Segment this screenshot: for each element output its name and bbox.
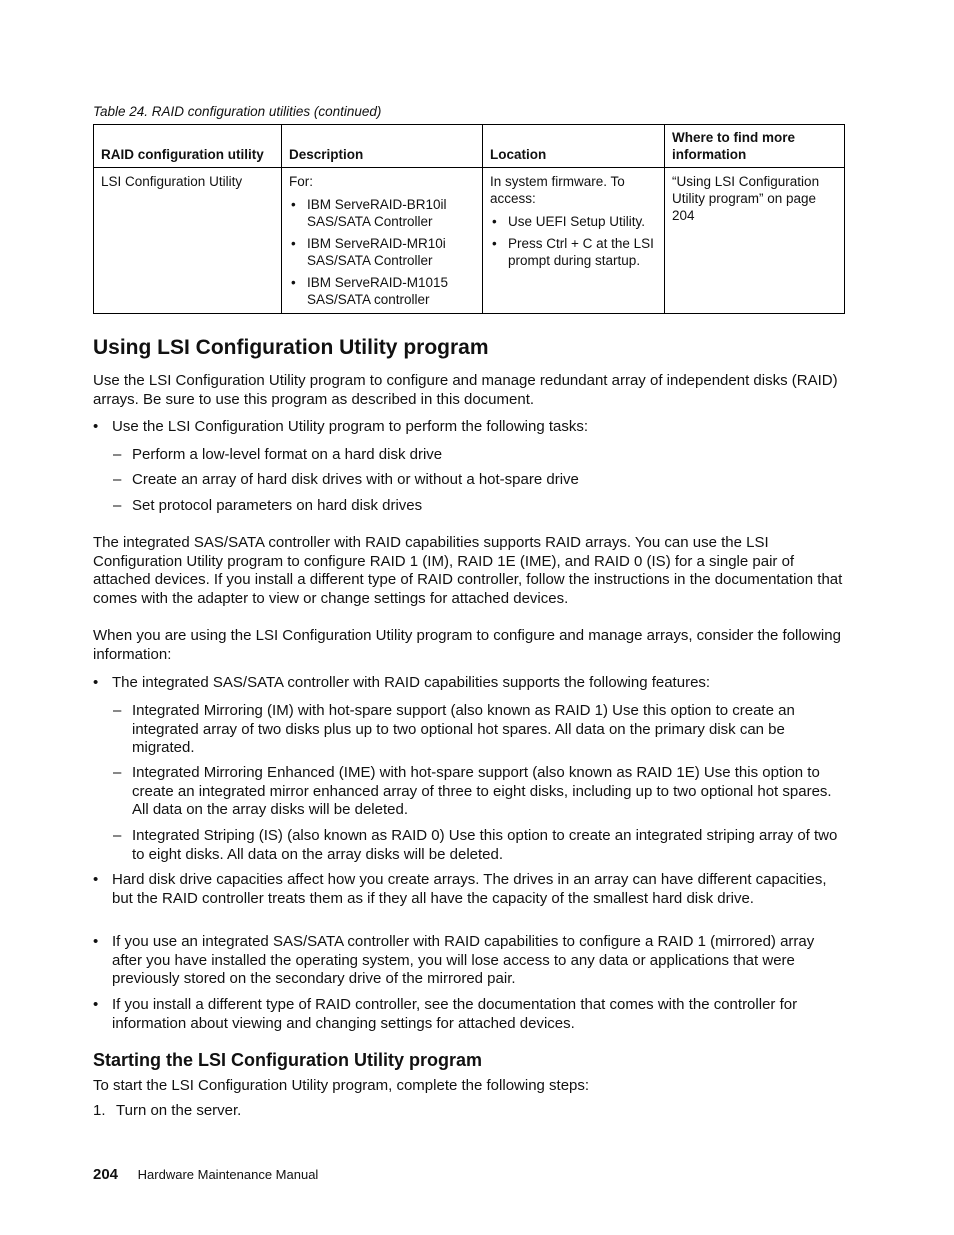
list-item: – Integrated Mirroring Enhanced (IME) with hot-spare support (also known as RAID 1E) Use this option to create an integrated mirror enhanced array of three to eight disks, including up to two optional hot spares. All data on the array disks will be deleted. bbox=[113, 764, 845, 820]
feature-item: Integrated Striping (IS) (also known as RAID 0) Use this option to create an integrated striping array of two to eight disks. All data on the array disks will be deleted. bbox=[132, 827, 838, 863]
task-item: Set protocol parameters on hard disk drives bbox=[132, 497, 423, 514]
list-item: – Create an array of hard disk drives with or without a hot-spare drive bbox=[113, 471, 845, 490]
feature-item: Integrated Mirroring (IM) with hot-spare support (also known as RAID 1) Use this option to create an integrated array of two disks plus up to two optional hot spares. All data on the primary disk can be migrated. bbox=[132, 702, 795, 757]
tasks-bullet: Use the LSI Configuration Utility program to perform the following tasks: bbox=[112, 418, 589, 435]
step-text: Turn on the server. bbox=[116, 1102, 242, 1119]
list-item: • Press Ctrl + C at the LSI prompt during startup. bbox=[490, 235, 657, 269]
list-item: • Use UEFI Setup Utility. bbox=[490, 213, 657, 230]
list-item: • IBM ServeRAID-BR10il SAS/SATA Controller bbox=[289, 196, 475, 230]
list-item: – Integrated Mirroring (IM) with hot-spare support (also known as RAID 1) Use this option to create an integrated array of two disks plus up to two optional hot spares. All data on the primary disk can be migrated. bbox=[113, 702, 845, 758]
task-item: Create an array of hard disk drives with or without a hot-spare drive bbox=[132, 471, 579, 488]
list-item bbox=[93, 1102, 845, 1121]
list-item: • If you use an integrated SAS/SATA controller with RAID capabilities to configure a RAID 1 (mirrored) array after you have installed the operating system, you will lose access to any data or applications that were previously stored on the secondary drive of the mirrored pair. bbox=[93, 933, 845, 989]
header-utility: RAID configuration utility bbox=[94, 125, 282, 168]
paragraph-consider: When you are using the LSI Configuration Utility program to configure and manage arrays, consider the following information: bbox=[93, 627, 841, 663]
cell-utility: LSI Configuration Utility bbox=[94, 168, 282, 314]
table-row bbox=[94, 168, 845, 314]
mirror-bullet: If you use an integrated SAS/SATA controller with RAID capabilities to configure a RAID 1 (mirrored) array after you have installed the operating system, you will lose access to any data or applications that were previously stored on the secondary drive of the mirrored pair. bbox=[112, 933, 815, 988]
cell-description bbox=[282, 168, 483, 314]
list-item: • If you install a different type of RAID controller, see the documentation that comes with the controller for information about viewing and changing settings for attached devices. bbox=[93, 996, 845, 1033]
list-item: – Integrated Striping (IS) (also known as RAID 0) Use this option to create an integrated striping array of two to eight disks. All data on the array disks will be deleted. bbox=[113, 827, 845, 864]
step-number: 1. bbox=[93, 1102, 106, 1119]
cell-location bbox=[483, 168, 665, 314]
header-more-info: Where to find more information bbox=[665, 125, 845, 168]
page-number: 204 bbox=[93, 1166, 119, 1183]
subsection-intro: To start the LSI Configuration Utility program, complete the following steps: bbox=[93, 1077, 590, 1094]
section-title: Using LSI Configuration Utility program bbox=[93, 336, 489, 359]
location-intro: In system firmware. To access: bbox=[490, 174, 625, 206]
list-item: • The integrated SAS/SATA controller with RAID capabilities supports the following features: bbox=[93, 674, 845, 693]
list-item: • IBM ServeRAID-M1015 SAS/SATA controller bbox=[289, 274, 475, 308]
list-item bbox=[93, 418, 845, 437]
cell-more-info[interactable]: “Using LSI Configuration Utility program” on page 204 bbox=[665, 168, 845, 314]
feature-item: Integrated Mirroring Enhanced (IME) with hot-spare support (also known as RAID 1E) Use this option to create an integrated mirror enhanced array of three to eight disks, including up to two optional hot spares. All data on the array disks will be deleted. bbox=[132, 764, 832, 819]
list-item: – Perform a low-level format on a hard disk drive bbox=[113, 446, 845, 465]
task-item: Perform a low-level format on a hard disk drive bbox=[132, 446, 443, 463]
description-list bbox=[289, 196, 475, 308]
capacity-bullet: Hard disk drive capacities affect how you create arrays. The drives in an array can have different capacities, but the RAID controller treats them as if they all have the capacity of the smallest hard disk drive. bbox=[112, 871, 827, 907]
table-caption: Table 24. RAID configuration utilities (continued) bbox=[93, 104, 382, 119]
other-controller-bullet: If you install a different type of RAID controller, see the documentation that comes with the controller for information about viewing and changing settings for attached devices. bbox=[112, 996, 798, 1032]
table-header-row bbox=[94, 125, 845, 168]
list-item: • IBM ServeRAID-MR10i SAS/SATA Controller bbox=[289, 235, 475, 269]
raid-utilities-table bbox=[93, 124, 845, 314]
location-list bbox=[490, 213, 657, 269]
manual-title: Hardware Maintenance Manual bbox=[137, 1167, 319, 1182]
list-item: – Set protocol parameters on hard disk drives bbox=[113, 497, 845, 516]
subsection-title: Starting the LSI Configuration Utility program bbox=[93, 1050, 482, 1070]
header-description: Description bbox=[282, 125, 483, 168]
header-location: Location bbox=[483, 125, 665, 168]
bullet-mark: • bbox=[93, 418, 99, 435]
paragraph-raid-support: The integrated SAS/SATA controller with RAID capabilities supports RAID arrays. You can use the LSI Configuration Utility program to configure RAID 1 (IM), RAID 1E (IME), and RAID 0 (IS) for a single pair of attached devices. If you install a different type of RAID controller, follow the instructions in the documentation that comes with the adapter to view or change settings for attached devices. bbox=[93, 534, 843, 607]
features-bullet: The integrated SAS/SATA controller with RAID capabilities supports the following features: bbox=[112, 674, 711, 691]
description-intro: For: bbox=[289, 174, 314, 189]
section-intro: Use the LSI Configuration Utility program to configure and manage redundant array of independent disks (RAID) arrays. Be sure to use this program as described in this document. bbox=[93, 372, 838, 408]
list-item: • Hard disk drive capacities affect how you create arrays. The drives in an array can have different capacities, but the RAID controller treats them as if they all have the capacity of the smallest hard disk drive. bbox=[93, 871, 845, 908]
page-footer bbox=[93, 1166, 318, 1183]
